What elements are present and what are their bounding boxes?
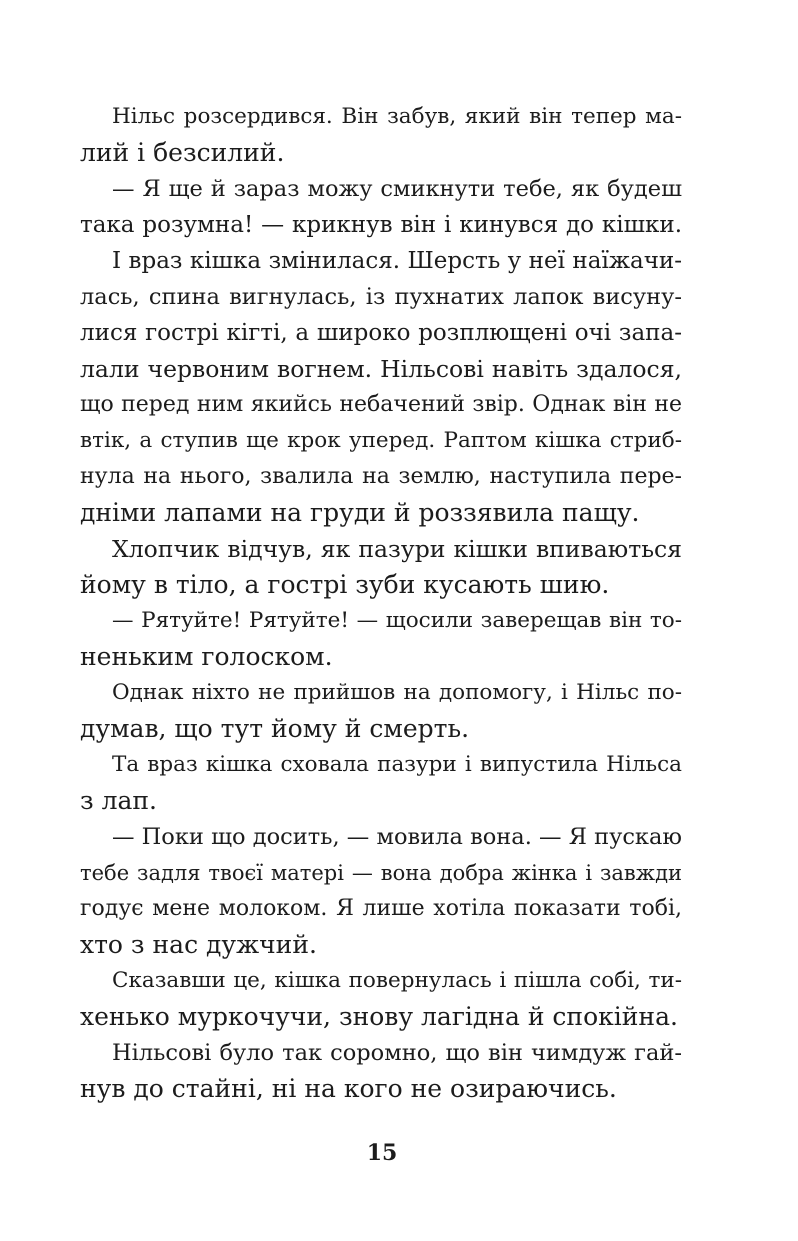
text-line-5: І враз кішка змінилася. Шерсть у неї наїжачи- [112, 248, 682, 274]
text-line-19: Та враз кішка сховала пазури і випустила Нільса [112, 752, 682, 777]
text-line-13: Хлопчик відчув, як пазури кішки впиваються [112, 535, 682, 563]
text-line-7: лися гострі кігті, а широко розплющені очі запа- [80, 320, 682, 346]
text-line-23: годує мене молоком. Я лише хотіла показати тобі, [80, 896, 682, 921]
text-line-18: думав, що тут йому й смерть. [80, 714, 470, 743]
text-line-8: лали червоним вогнем. Нільсові навіть здалося, [80, 355, 682, 383]
text-line-1: Нільс розсердився. Він забув, який він тепер ма- [112, 104, 682, 129]
text-line-14: йому в тіло, а гострі зуби кусають шию. [80, 570, 610, 599]
text-line-10: втік, а ступив ще крок уперед. Раптом кішка стриб- [80, 428, 682, 453]
text-line-16: неньким голоском. [80, 642, 333, 671]
text-line-4: така розумна! — крикнув він і кинувся до кішки. [80, 212, 682, 238]
text-line-22: тебе задля твоєї матері — вона добра жінка і завжди [80, 861, 682, 885]
text-line-26: хенько муркочучи, знову лагідна й спокійна. [80, 1002, 678, 1031]
text-line-24: хто з нас дужчий. [80, 930, 317, 959]
text-line-27: Нільсові було так соромно, що він чимдуж гай- [112, 1040, 682, 1066]
text-line-21: — Поки що досить, — мовила вона. — Я пускаю [112, 824, 682, 850]
text-line-2: лий і безсилий. [80, 138, 285, 167]
text-line-9: що перед ним якийсь небачений звір. Однак він не [80, 392, 682, 417]
text-line-12: дніми лапами на груди й роззявила пащу. [80, 498, 640, 527]
text-line-28: нув до стайні, ні на кого не озираючись. [80, 1074, 617, 1103]
text-line-25: Сказавши це, кішка повернулась і пішла собі, ти- [112, 968, 682, 993]
page-number: 15 [366, 1140, 398, 1166]
text-line-11: нула на нього, звалила на землю, наступила пере- [80, 464, 682, 489]
text-line-15: — Рятуйте! Рятуйте! — щосили заверещав він то- [112, 608, 682, 633]
text-line-3: — Я ще й зараз можу смикнути тебе, як будеш [112, 176, 682, 202]
text-line-6: лась, спина вигнулась, із пухнатих лапок висуну- [80, 284, 682, 310]
text-line-17: Однак ніхто не прийшов на допомогу, і Нільс по- [112, 680, 682, 705]
text-line-20: з лап. [80, 786, 157, 815]
